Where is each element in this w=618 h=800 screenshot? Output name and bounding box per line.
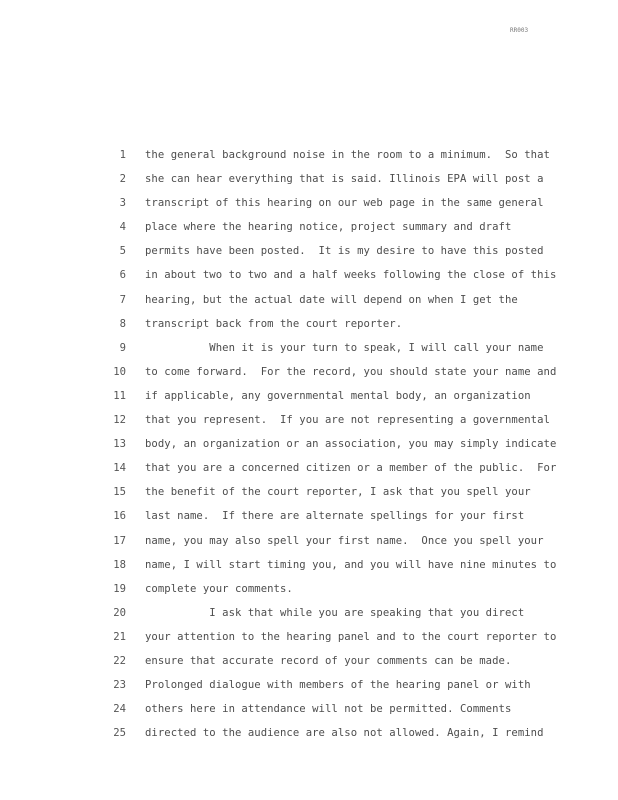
- line-text: transcript back from the court reporter.: [145, 317, 403, 330]
- transcript-line: [0, 724, 618, 748]
- line-text: that you represent. If you are not representing a governmental: [145, 414, 550, 427]
- line-text: Prolonged dialogue with members of the hearing panel or with: [145, 679, 531, 692]
- transcript-line: [0, 339, 618, 363]
- line-number: 1: [119, 149, 126, 161]
- line-text: directed to the audience are also not allowed. Again, I remind: [145, 727, 544, 740]
- line-text: that you are a concerned citizen or a member of the public. For: [145, 462, 557, 475]
- line-text: ensure that accurate record of your comments can be made.: [145, 654, 512, 667]
- line-number: 14: [113, 462, 126, 475]
- transcript-line: [0, 604, 618, 628]
- line-number: 20: [113, 606, 126, 619]
- line-number: 6: [119, 269, 126, 282]
- transcript-line: [0, 435, 618, 459]
- line-number: 3: [119, 197, 126, 210]
- transcript-line: [0, 483, 618, 507]
- line-text: body, an organization or an association, you may simply indicate: [145, 438, 557, 451]
- line-number: 12: [113, 414, 126, 427]
- line-text: others here in attendance will not be permitted. Comments: [145, 703, 512, 716]
- line-number: 24: [113, 703, 126, 716]
- transcript-line: [0, 411, 618, 435]
- line-number: 16: [113, 510, 126, 523]
- line-number: 5: [119, 245, 126, 258]
- transcript-line: [0, 652, 618, 676]
- transcript-line: [0, 676, 618, 700]
- line-text: in about two to two and a half weeks following the close of this: [145, 269, 557, 282]
- line-text: to come forward. For the record, you should state your name and: [145, 365, 557, 378]
- line-text: last name. If there are alternate spellings for your first: [145, 510, 525, 523]
- line-text: your attention to the hearing panel and to the court reporter to: [145, 630, 557, 643]
- line-text: hearing, but the actual date will depend on when I get the: [145, 293, 518, 306]
- line-number: 18: [113, 558, 126, 571]
- transcript-line: [0, 266, 618, 290]
- transcript-line: [0, 387, 618, 411]
- transcript-body: [0, 146, 618, 748]
- transcript-line: [0, 700, 618, 724]
- transcript-line: [0, 580, 618, 604]
- line-number: 21: [113, 630, 126, 643]
- transcript-line: [0, 556, 618, 580]
- line-text: When it is your turn to speak, I will call your name: [145, 341, 544, 354]
- transcript-line: [0, 170, 618, 194]
- line-text: name, you may also spell your first name. Once you spell your: [145, 534, 544, 547]
- line-number: 15: [113, 486, 126, 499]
- line-text: transcript of this hearing on our web page in the same general: [145, 197, 544, 210]
- line-number: 8: [119, 317, 126, 330]
- transcript-line: [0, 507, 618, 531]
- transcript-line: [0, 146, 618, 170]
- transcript-line: [0, 242, 618, 266]
- line-number: 13: [113, 438, 126, 451]
- line-number: 17: [113, 534, 126, 547]
- transcript-line: [0, 218, 618, 242]
- page-number: RR003: [510, 27, 529, 34]
- line-text: the general background noise in the room to a minimum. So that: [145, 149, 550, 161]
- line-text: she can hear everything that is said. Illinois EPA will post a: [145, 173, 544, 186]
- line-number: 4: [119, 221, 126, 234]
- line-text: complete your comments.: [145, 582, 293, 595]
- line-number: 25: [113, 727, 126, 740]
- transcript-line: [0, 459, 618, 483]
- line-text: the benefit of the court reporter, I ask that you spell your: [145, 486, 531, 499]
- line-text: place where the hearing notice, project summary and draft: [145, 221, 512, 234]
- line-text: permits have been posted. It is my desire to have this posted: [145, 245, 544, 258]
- line-number: 9: [119, 341, 126, 354]
- line-number: 2: [119, 173, 126, 186]
- line-number: 19: [113, 582, 126, 595]
- line-number: 22: [113, 654, 126, 667]
- transcript-line: [0, 532, 618, 556]
- line-text: I ask that while you are speaking that you direct: [145, 606, 525, 619]
- transcript-line: [0, 194, 618, 218]
- line-number: 23: [113, 679, 126, 692]
- transcript-line: [0, 315, 618, 339]
- line-number: 11: [113, 389, 126, 402]
- line-text: if applicable, any governmental mental body, an organization: [145, 389, 531, 402]
- transcript-line: [0, 363, 618, 387]
- line-text: name, I will start timing you, and you will have nine minutes to: [145, 558, 557, 571]
- line-number: 7: [119, 293, 126, 306]
- transcript-line: [0, 628, 618, 652]
- transcript-line: [0, 291, 618, 315]
- line-number: 10: [113, 365, 126, 378]
